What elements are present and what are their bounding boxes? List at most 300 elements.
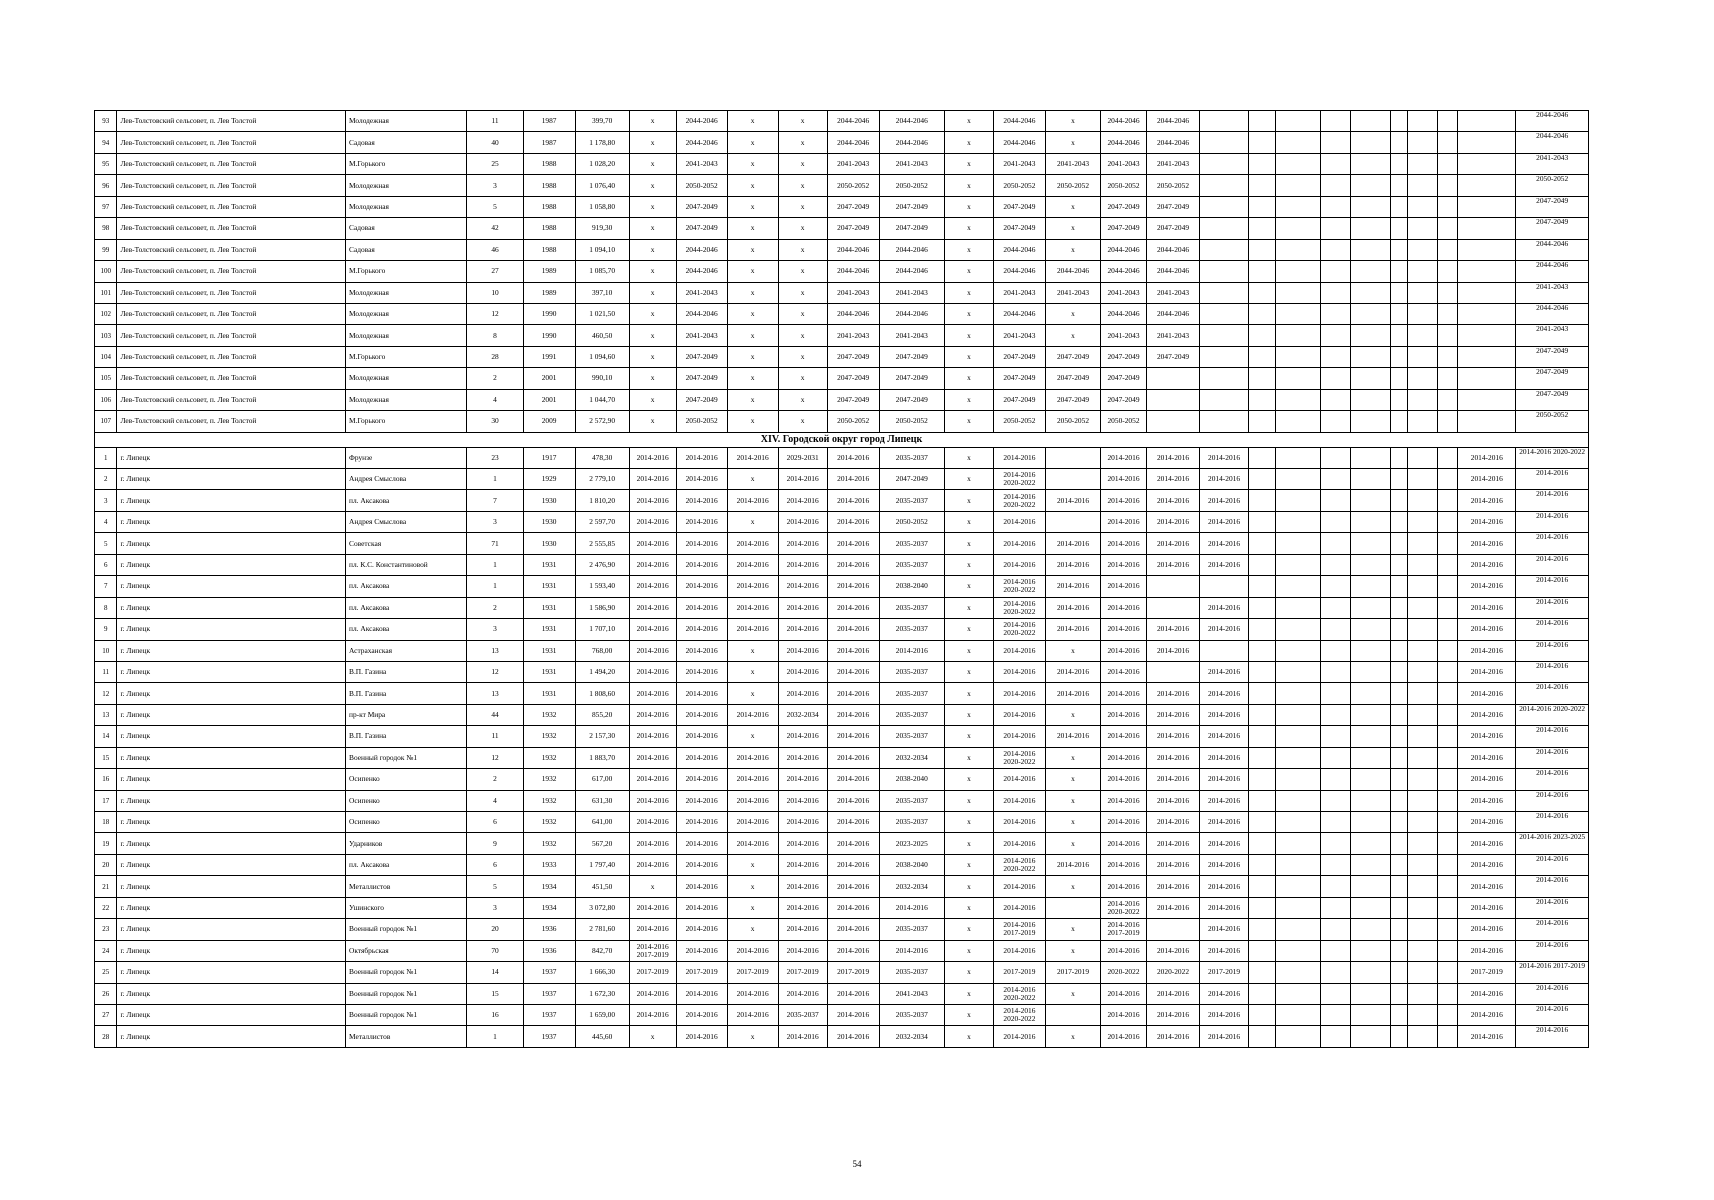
schedule-cell: x bbox=[727, 389, 778, 410]
schedule-cell: 2014-2016 bbox=[827, 490, 879, 511]
area-cell: 1 044,70 bbox=[575, 389, 629, 410]
schedule-cell: 2014-2016 bbox=[1101, 854, 1147, 875]
municipality-cell: Лев-Толстовский сельсовет, п. Лев Толстой bbox=[117, 153, 346, 174]
year-built-cell: 1991 bbox=[523, 346, 575, 367]
house-number-cell: 23 bbox=[467, 447, 523, 468]
table-row bbox=[95, 303, 1589, 324]
schedule-cell: x bbox=[727, 640, 778, 661]
schedule-cell: 2014-2016 2020-2022 bbox=[993, 597, 1045, 618]
table-row bbox=[95, 619, 1589, 640]
row-number-cell: 22 bbox=[95, 897, 117, 918]
schedule-cell: x bbox=[629, 218, 676, 239]
schedule-cell: x bbox=[944, 447, 993, 468]
street-cell: М.Горького bbox=[346, 153, 467, 174]
schedule-cell: 2014-2016 bbox=[1146, 447, 1199, 468]
schedule-cell: 2041-2043 bbox=[1146, 325, 1199, 346]
house-number-cell: 11 bbox=[467, 111, 523, 132]
schedule-cell: 2050-2052 bbox=[879, 411, 944, 432]
schedule-cell bbox=[1458, 175, 1516, 196]
table-row bbox=[95, 661, 1589, 682]
schedule-cell: 2044-2046 bbox=[827, 239, 879, 260]
schedule-cell: 2014-2016 bbox=[827, 940, 879, 961]
schedule-cell: 2014-2016 bbox=[827, 447, 879, 468]
row-number-cell: 8 bbox=[95, 597, 117, 618]
house-number-cell: 30 bbox=[467, 411, 523, 432]
schedule-cell: 2014-2016 bbox=[778, 597, 827, 618]
schedule-cell bbox=[1200, 196, 1249, 217]
schedule-cell: 2047-2049 bbox=[1146, 196, 1199, 217]
schedule-cell: x bbox=[1045, 940, 1100, 961]
year-built-cell: 1930 bbox=[523, 490, 575, 511]
schedule-cell: 2035-2037 bbox=[879, 812, 944, 833]
schedule-cell bbox=[1351, 533, 1391, 554]
table-row bbox=[95, 962, 1589, 983]
area-cell: 1 076,40 bbox=[575, 175, 629, 196]
schedule-cell bbox=[1249, 897, 1276, 918]
schedule-cell: 2035-2037 bbox=[879, 661, 944, 682]
schedule-cell bbox=[1437, 769, 1457, 790]
schedule-cell: 2014-2016 bbox=[1516, 790, 1589, 811]
row-number-cell: 99 bbox=[95, 239, 117, 260]
schedule-cell: x bbox=[629, 196, 676, 217]
municipality-cell: Лев-Толстовский сельсовет, п. Лев Толстой bbox=[117, 132, 346, 153]
schedule-cell bbox=[1390, 447, 1407, 468]
schedule-cell: 2014-2016 bbox=[1516, 876, 1589, 897]
schedule-cell bbox=[1437, 812, 1457, 833]
schedule-cell: 2014-2016 bbox=[1458, 940, 1516, 961]
schedule-cell bbox=[1321, 597, 1351, 618]
schedule-cell: 2044-2046 bbox=[676, 239, 727, 260]
street-cell: Военный городок №1 bbox=[346, 1004, 467, 1025]
row-number-cell: 94 bbox=[95, 132, 117, 153]
schedule-cell: x bbox=[778, 218, 827, 239]
schedule-cell bbox=[1408, 704, 1438, 725]
schedule-cell: 2014-2016 bbox=[778, 469, 827, 490]
schedule-cell: 2044-2046 bbox=[1045, 261, 1100, 282]
schedule-cell: 2014-2016 bbox=[676, 940, 727, 961]
schedule-cell: 2038-2040 bbox=[879, 769, 944, 790]
schedule-cell bbox=[1437, 346, 1457, 367]
schedule-cell bbox=[1408, 747, 1438, 768]
schedule-cell bbox=[1275, 640, 1321, 661]
table-row bbox=[95, 769, 1589, 790]
schedule-cell: 2014-2016 bbox=[1516, 640, 1589, 661]
schedule-cell bbox=[1390, 346, 1407, 367]
area-cell: 478,30 bbox=[575, 447, 629, 468]
house-number-cell: 16 bbox=[467, 1004, 523, 1025]
schedule-cell bbox=[1249, 153, 1276, 174]
area-cell: 1 028,20 bbox=[575, 153, 629, 174]
schedule-cell: 2014-2016 bbox=[993, 876, 1045, 897]
schedule-cell bbox=[1321, 469, 1351, 490]
schedule-cell: 2014-2016 bbox=[676, 554, 727, 575]
schedule-cell: 2017-2019 bbox=[727, 962, 778, 983]
schedule-cell bbox=[1351, 325, 1391, 346]
schedule-cell: 2020-2022 bbox=[1146, 962, 1199, 983]
schedule-cell bbox=[1249, 261, 1276, 282]
street-cell: М.Горького bbox=[346, 411, 467, 432]
schedule-cell: 2014-2016 bbox=[827, 854, 879, 875]
schedule-cell bbox=[1408, 769, 1438, 790]
municipality-cell: г. Липецк bbox=[117, 597, 346, 618]
schedule-cell bbox=[1437, 983, 1457, 1004]
house-number-cell: 2 bbox=[467, 368, 523, 389]
street-cell: М.Горького bbox=[346, 261, 467, 282]
schedule-cell bbox=[1390, 261, 1407, 282]
table-row bbox=[95, 683, 1589, 704]
schedule-cell: 2014-2016 bbox=[1146, 704, 1199, 725]
schedule-cell: 2014-2016 bbox=[1516, 554, 1589, 575]
schedule-cell bbox=[1437, 833, 1457, 854]
street-cell: Военный городок №1 bbox=[346, 747, 467, 768]
schedule-cell bbox=[1408, 554, 1438, 575]
schedule-cell: 2014-2016 bbox=[1146, 833, 1199, 854]
schedule-cell: 2014-2016 bbox=[1101, 640, 1147, 661]
street-cell: Андрея Смыслова bbox=[346, 511, 467, 532]
schedule-cell bbox=[1408, 940, 1438, 961]
area-cell: 397,10 bbox=[575, 282, 629, 303]
row-number-cell: 103 bbox=[95, 325, 117, 346]
municipality-cell: г. Липецк bbox=[117, 1004, 346, 1025]
schedule-cell bbox=[1249, 919, 1276, 940]
schedule-cell bbox=[1321, 940, 1351, 961]
schedule-cell bbox=[1275, 833, 1321, 854]
schedule-cell: x bbox=[778, 111, 827, 132]
schedule-cell bbox=[1275, 576, 1321, 597]
schedule-cell bbox=[1408, 325, 1438, 346]
schedule-cell: 2014-2016 bbox=[1101, 769, 1147, 790]
schedule-cell: 2044-2046 bbox=[1516, 132, 1589, 153]
schedule-cell: 2044-2046 bbox=[827, 261, 879, 282]
schedule-cell: 2032-2034 bbox=[879, 876, 944, 897]
schedule-cell: x bbox=[629, 132, 676, 153]
schedule-cell bbox=[1390, 469, 1407, 490]
schedule-cell: x bbox=[944, 411, 993, 432]
municipality-cell: г. Липецк bbox=[117, 576, 346, 597]
schedule-cell: 2041-2043 bbox=[1146, 153, 1199, 174]
table-row bbox=[95, 325, 1589, 346]
schedule-cell bbox=[1321, 833, 1351, 854]
schedule-cell bbox=[1275, 769, 1321, 790]
schedule-cell bbox=[1437, 661, 1457, 682]
schedule-cell bbox=[1390, 411, 1407, 432]
schedule-cell bbox=[1321, 239, 1351, 260]
schedule-cell bbox=[1351, 303, 1391, 324]
schedule-cell: 2014-2016 bbox=[1200, 854, 1249, 875]
schedule-cell bbox=[1249, 111, 1276, 132]
schedule-cell bbox=[1351, 683, 1391, 704]
schedule-cell bbox=[1458, 303, 1516, 324]
year-built-cell: 1934 bbox=[523, 876, 575, 897]
schedule-cell: x bbox=[778, 303, 827, 324]
area-cell: 1 494,20 bbox=[575, 661, 629, 682]
schedule-cell: 2014-2016 bbox=[629, 919, 676, 940]
area-cell: 1 707,10 bbox=[575, 619, 629, 640]
schedule-cell bbox=[1390, 833, 1407, 854]
schedule-cell: 2014-2016 bbox=[827, 469, 879, 490]
schedule-cell: 2014-2016 bbox=[778, 576, 827, 597]
schedule-cell: 2035-2037 bbox=[879, 790, 944, 811]
schedule-cell bbox=[1275, 411, 1321, 432]
area-cell: 919,30 bbox=[575, 218, 629, 239]
year-built-cell: 1930 bbox=[523, 511, 575, 532]
year-built-cell: 1931 bbox=[523, 554, 575, 575]
schedule-cell: 2044-2046 bbox=[1146, 239, 1199, 260]
schedule-cell bbox=[1351, 282, 1391, 303]
area-cell: 855,20 bbox=[575, 704, 629, 725]
schedule-cell: 2044-2046 bbox=[827, 303, 879, 324]
schedule-cell: 2047-2049 bbox=[676, 389, 727, 410]
street-cell: Ударников bbox=[346, 833, 467, 854]
year-built-cell: 1934 bbox=[523, 897, 575, 918]
schedule-cell: 2041-2043 bbox=[1101, 282, 1147, 303]
schedule-cell bbox=[1351, 411, 1391, 432]
schedule-cell bbox=[1437, 1004, 1457, 1025]
schedule-cell bbox=[1458, 411, 1516, 432]
year-built-cell: 1931 bbox=[523, 640, 575, 661]
schedule-cell bbox=[1249, 132, 1276, 153]
schedule-cell: x bbox=[1045, 983, 1100, 1004]
area-cell: 641,00 bbox=[575, 812, 629, 833]
schedule-cell: x bbox=[944, 153, 993, 174]
municipality-cell: Лев-Толстовский сельсовет, п. Лев Толстой bbox=[117, 411, 346, 432]
municipality-cell: г. Липецк bbox=[117, 447, 346, 468]
schedule-cell bbox=[1275, 533, 1321, 554]
street-cell: Металлистов bbox=[346, 1026, 467, 1047]
schedule-cell bbox=[1351, 239, 1391, 260]
year-built-cell: 1936 bbox=[523, 940, 575, 961]
schedule-cell: 2047-2049 bbox=[676, 196, 727, 217]
schedule-cell: 2014-2016 bbox=[1146, 533, 1199, 554]
schedule-cell: 2014-2016 bbox=[1516, 919, 1589, 940]
schedule-cell bbox=[1408, 411, 1438, 432]
schedule-cell: 2014-2016 2020-2022 bbox=[993, 619, 1045, 640]
schedule-cell bbox=[1321, 533, 1351, 554]
schedule-cell: 2014-2016 bbox=[993, 533, 1045, 554]
table-row bbox=[95, 368, 1589, 389]
row-number-cell: 100 bbox=[95, 261, 117, 282]
street-cell: Молодежная bbox=[346, 389, 467, 410]
schedule-cell: x bbox=[778, 346, 827, 367]
schedule-cell: 2014-2016 bbox=[1458, 726, 1516, 747]
schedule-cell bbox=[1408, 683, 1438, 704]
house-number-cell: 7 bbox=[467, 490, 523, 511]
schedule-cell: 2017-2019 bbox=[1200, 962, 1249, 983]
schedule-cell bbox=[1390, 218, 1407, 239]
schedule-cell bbox=[1437, 619, 1457, 640]
area-cell: 1 586,90 bbox=[575, 597, 629, 618]
schedule-cell bbox=[1390, 132, 1407, 153]
area-cell: 1 810,20 bbox=[575, 490, 629, 511]
municipality-cell: г. Липецк bbox=[117, 897, 346, 918]
schedule-cell bbox=[1351, 704, 1391, 725]
street-cell: Военный городок №1 bbox=[346, 962, 467, 983]
schedule-cell bbox=[1249, 597, 1276, 618]
row-number-cell: 93 bbox=[95, 111, 117, 132]
year-built-cell: 1990 bbox=[523, 325, 575, 346]
schedule-cell: 2014-2016 bbox=[629, 790, 676, 811]
municipality-cell: Лев-Толстовский сельсовет, п. Лев Толстой bbox=[117, 175, 346, 196]
schedule-cell: x bbox=[727, 196, 778, 217]
house-number-cell: 40 bbox=[467, 132, 523, 153]
schedule-cell: 2014-2016 bbox=[1516, 619, 1589, 640]
schedule-cell: 2014-2016 bbox=[993, 661, 1045, 682]
schedule-cell bbox=[1408, 983, 1438, 1004]
schedule-cell bbox=[1437, 153, 1457, 174]
year-built-cell: 1930 bbox=[523, 533, 575, 554]
schedule-cell bbox=[1437, 411, 1457, 432]
schedule-cell: 2014-2016 bbox=[1101, 790, 1147, 811]
schedule-cell: 2050-2052 bbox=[993, 175, 1045, 196]
schedule-cell bbox=[1321, 490, 1351, 511]
schedule-cell bbox=[1321, 661, 1351, 682]
schedule-cell: 2014-2016 bbox=[1516, 940, 1589, 961]
schedule-cell bbox=[1321, 132, 1351, 153]
schedule-cell: 2014-2016 bbox=[676, 619, 727, 640]
schedule-cell: 2047-2049 bbox=[1045, 389, 1100, 410]
schedule-cell: 2014-2016 bbox=[676, 769, 727, 790]
schedule-cell: 2014-2016 bbox=[778, 983, 827, 1004]
schedule-cell bbox=[1408, 132, 1438, 153]
schedule-cell: x bbox=[944, 661, 993, 682]
schedule-cell: 2014-2016 bbox=[727, 940, 778, 961]
schedule-cell: 2017-2019 bbox=[1045, 962, 1100, 983]
schedule-cell bbox=[1275, 876, 1321, 897]
house-number-cell: 2 bbox=[467, 597, 523, 618]
schedule-cell bbox=[1321, 261, 1351, 282]
schedule-cell: 2014-2016 bbox=[727, 533, 778, 554]
schedule-cell bbox=[1458, 111, 1516, 132]
schedule-cell: x bbox=[944, 346, 993, 367]
schedule-cell: 2014-2016 bbox=[676, 747, 727, 768]
schedule-cell bbox=[1351, 389, 1391, 410]
schedule-cell: 2014-2016 bbox=[1200, 511, 1249, 532]
schedule-cell bbox=[1437, 490, 1457, 511]
schedule-cell: 2050-2052 bbox=[676, 411, 727, 432]
street-cell: В.П. Газина bbox=[346, 661, 467, 682]
schedule-cell: 2014-2016 bbox=[1516, 897, 1589, 918]
schedule-cell: x bbox=[629, 325, 676, 346]
schedule-cell: 2017-2019 bbox=[993, 962, 1045, 983]
schedule-cell: 2044-2046 bbox=[879, 111, 944, 132]
schedule-cell bbox=[1437, 196, 1457, 217]
schedule-cell: 2014-2016 bbox=[1516, 597, 1589, 618]
year-built-cell: 1937 bbox=[523, 1026, 575, 1047]
schedule-cell: 2014-2016 bbox=[676, 533, 727, 554]
schedule-cell bbox=[1437, 389, 1457, 410]
schedule-cell: 2014-2016 bbox=[1200, 1026, 1249, 1047]
municipality-cell: г. Липецк bbox=[117, 726, 346, 747]
schedule-cell: 2047-2049 bbox=[993, 368, 1045, 389]
schedule-cell: 2047-2049 bbox=[827, 389, 879, 410]
schedule-cell bbox=[1275, 983, 1321, 1004]
schedule-cell: 2014-2016 bbox=[1458, 854, 1516, 875]
municipality-cell: г. Липецк bbox=[117, 619, 346, 640]
schedule-cell: x bbox=[727, 469, 778, 490]
schedule-cell: 2014-2016 bbox=[1146, 726, 1199, 747]
table-row bbox=[95, 897, 1589, 918]
schedule-cell: 2014-2016 bbox=[1458, 790, 1516, 811]
schedule-cell: 2014-2016 bbox=[629, 554, 676, 575]
schedule-cell: 2041-2043 bbox=[879, 983, 944, 1004]
table-row bbox=[95, 1004, 1589, 1025]
schedule-cell: 2014-2016 bbox=[1200, 490, 1249, 511]
municipality-cell: г. Липецк bbox=[117, 769, 346, 790]
housing-register-table bbox=[94, 110, 1589, 1048]
schedule-cell bbox=[1321, 983, 1351, 1004]
area-cell: 2 476,90 bbox=[575, 554, 629, 575]
schedule-cell: 2041-2043 bbox=[1101, 153, 1147, 174]
schedule-cell: 2047-2049 bbox=[1101, 218, 1147, 239]
schedule-cell bbox=[1390, 511, 1407, 532]
schedule-cell bbox=[1249, 469, 1276, 490]
row-number-cell: 3 bbox=[95, 490, 117, 511]
table-row bbox=[95, 704, 1589, 725]
schedule-cell bbox=[1408, 196, 1438, 217]
row-number-cell: 97 bbox=[95, 196, 117, 217]
schedule-cell: 2014-2016 bbox=[993, 897, 1045, 918]
schedule-cell: 2014-2016 bbox=[1458, 897, 1516, 918]
schedule-cell bbox=[1249, 940, 1276, 961]
schedule-cell bbox=[1351, 897, 1391, 918]
row-number-cell: 2 bbox=[95, 469, 117, 490]
schedule-cell: 2014-2016 bbox=[1045, 854, 1100, 875]
municipality-cell: г. Липецк bbox=[117, 640, 346, 661]
schedule-cell bbox=[1351, 769, 1391, 790]
schedule-cell: 2041-2043 bbox=[1516, 153, 1589, 174]
house-number-cell: 12 bbox=[467, 303, 523, 324]
schedule-cell: 2050-2052 bbox=[1101, 411, 1147, 432]
schedule-cell bbox=[1408, 919, 1438, 940]
schedule-cell bbox=[1200, 175, 1249, 196]
schedule-cell: x bbox=[944, 897, 993, 918]
street-cell: М.Горького bbox=[346, 346, 467, 367]
schedule-cell bbox=[1249, 661, 1276, 682]
schedule-cell: x bbox=[944, 833, 993, 854]
schedule-cell: 2014-2016 bbox=[993, 940, 1045, 961]
street-cell: Молодежная bbox=[346, 196, 467, 217]
schedule-cell bbox=[1390, 790, 1407, 811]
schedule-cell: 2014-2016 bbox=[1200, 940, 1249, 961]
schedule-cell bbox=[1408, 726, 1438, 747]
schedule-cell bbox=[1408, 389, 1438, 410]
schedule-cell: 2047-2049 bbox=[993, 346, 1045, 367]
area-cell: 1 672,30 bbox=[575, 983, 629, 1004]
schedule-cell bbox=[1351, 111, 1391, 132]
schedule-cell: x bbox=[944, 576, 993, 597]
schedule-cell bbox=[1408, 812, 1438, 833]
schedule-cell: 2014-2016 bbox=[1101, 511, 1147, 532]
schedule-cell: x bbox=[1045, 111, 1100, 132]
schedule-cell: x bbox=[778, 132, 827, 153]
schedule-cell: 2014-2016 bbox=[1146, 790, 1199, 811]
schedule-cell bbox=[1275, 239, 1321, 260]
schedule-cell: 2014-2016 bbox=[629, 469, 676, 490]
schedule-cell bbox=[1321, 368, 1351, 389]
schedule-cell bbox=[1437, 790, 1457, 811]
schedule-cell: 2014-2016 bbox=[1101, 876, 1147, 897]
schedule-cell: 2014-2016 bbox=[727, 790, 778, 811]
schedule-cell: 2014-2016 bbox=[1458, 683, 1516, 704]
schedule-cell: 2014-2016 bbox=[778, 554, 827, 575]
schedule-cell: 2014-2016 bbox=[778, 790, 827, 811]
schedule-cell bbox=[1275, 303, 1321, 324]
schedule-cell: 2014-2016 bbox=[629, 597, 676, 618]
schedule-cell: x bbox=[727, 303, 778, 324]
schedule-cell: 2014-2016 2017-2019 bbox=[629, 940, 676, 961]
schedule-cell: 2014-2016 bbox=[1200, 747, 1249, 768]
schedule-cell: 2035-2037 bbox=[879, 962, 944, 983]
